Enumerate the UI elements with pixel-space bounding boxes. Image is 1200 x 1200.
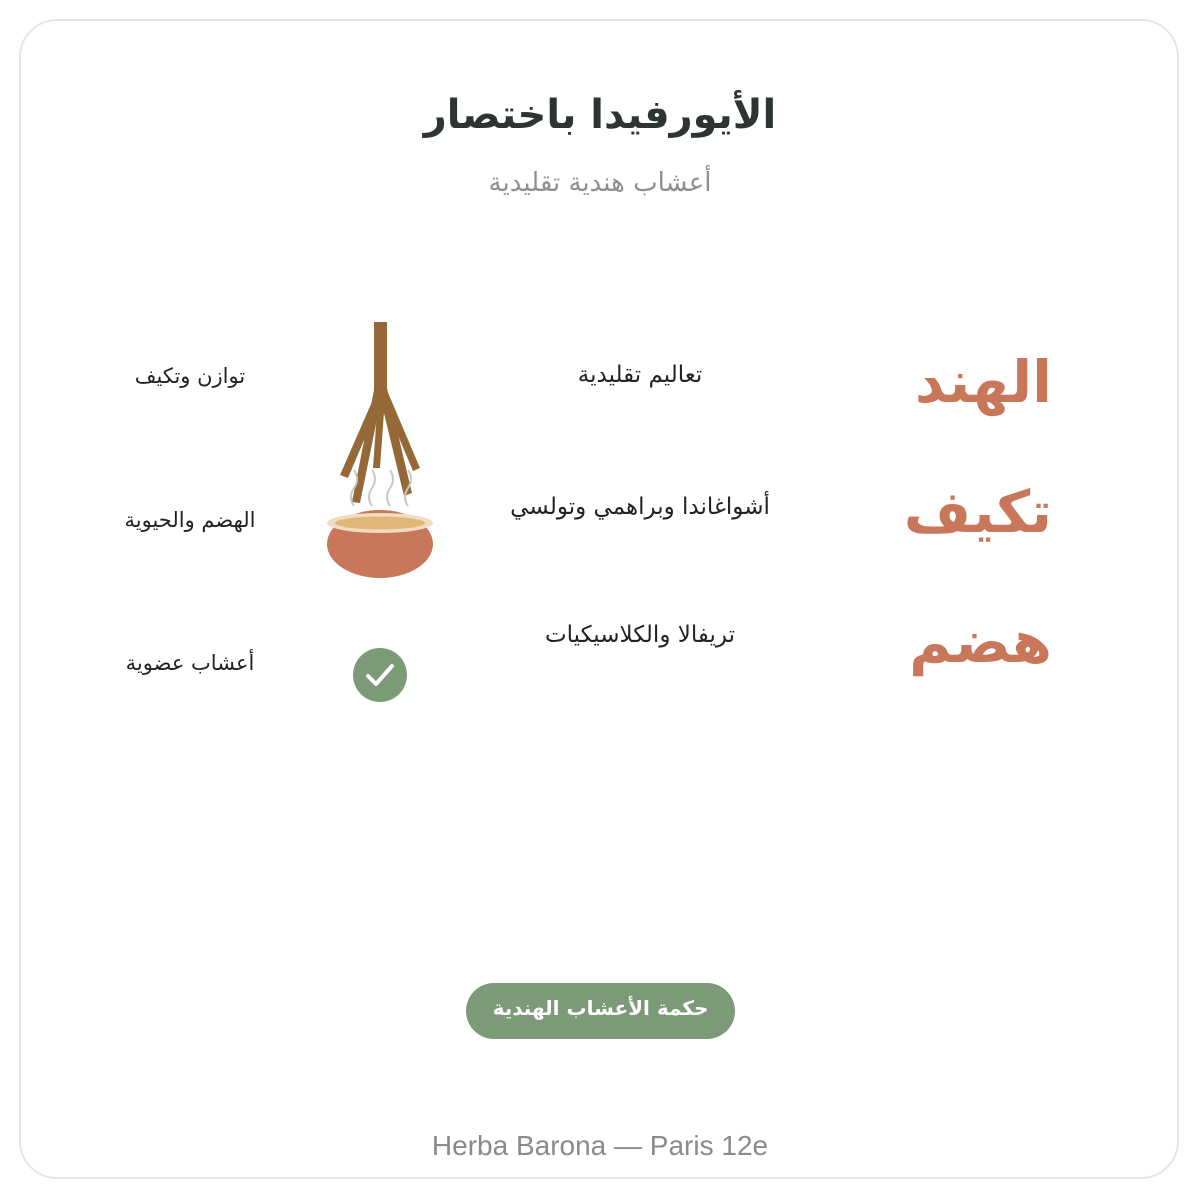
- keyword-india: الهند: [914, 348, 1052, 416]
- keyword-adaptation: تكيف: [903, 478, 1052, 546]
- page-subtitle: أعشاب هندية تقليدية: [488, 168, 712, 198]
- benefit-organic-herbs: أعشاب عضوية: [125, 651, 255, 675]
- description-traditional-teachings: تعاليم تقليدية: [577, 362, 703, 388]
- herb-roots-bowl-icon: [318, 318, 442, 584]
- check-circle-icon: [352, 647, 408, 707]
- herbal-wisdom-button[interactable]: حكمة الأعشاب الهندية: [466, 983, 735, 1039]
- page-title: الأيورفيدا باختصار: [423, 92, 777, 138]
- footer-brand: Herba Barona — Paris 12e: [431, 1130, 769, 1161]
- benefit-digestion-vitality: الهضم والحيوية: [124, 508, 256, 532]
- keyword-digestion: هضم: [909, 608, 1052, 676]
- description-triphala: تريفالا والكلاسيكيات: [544, 622, 735, 648]
- description-herbs: أشواغاندا وبراهمي وتولسي: [510, 494, 770, 520]
- benefit-balance: توازن وتكيف: [134, 364, 246, 388]
